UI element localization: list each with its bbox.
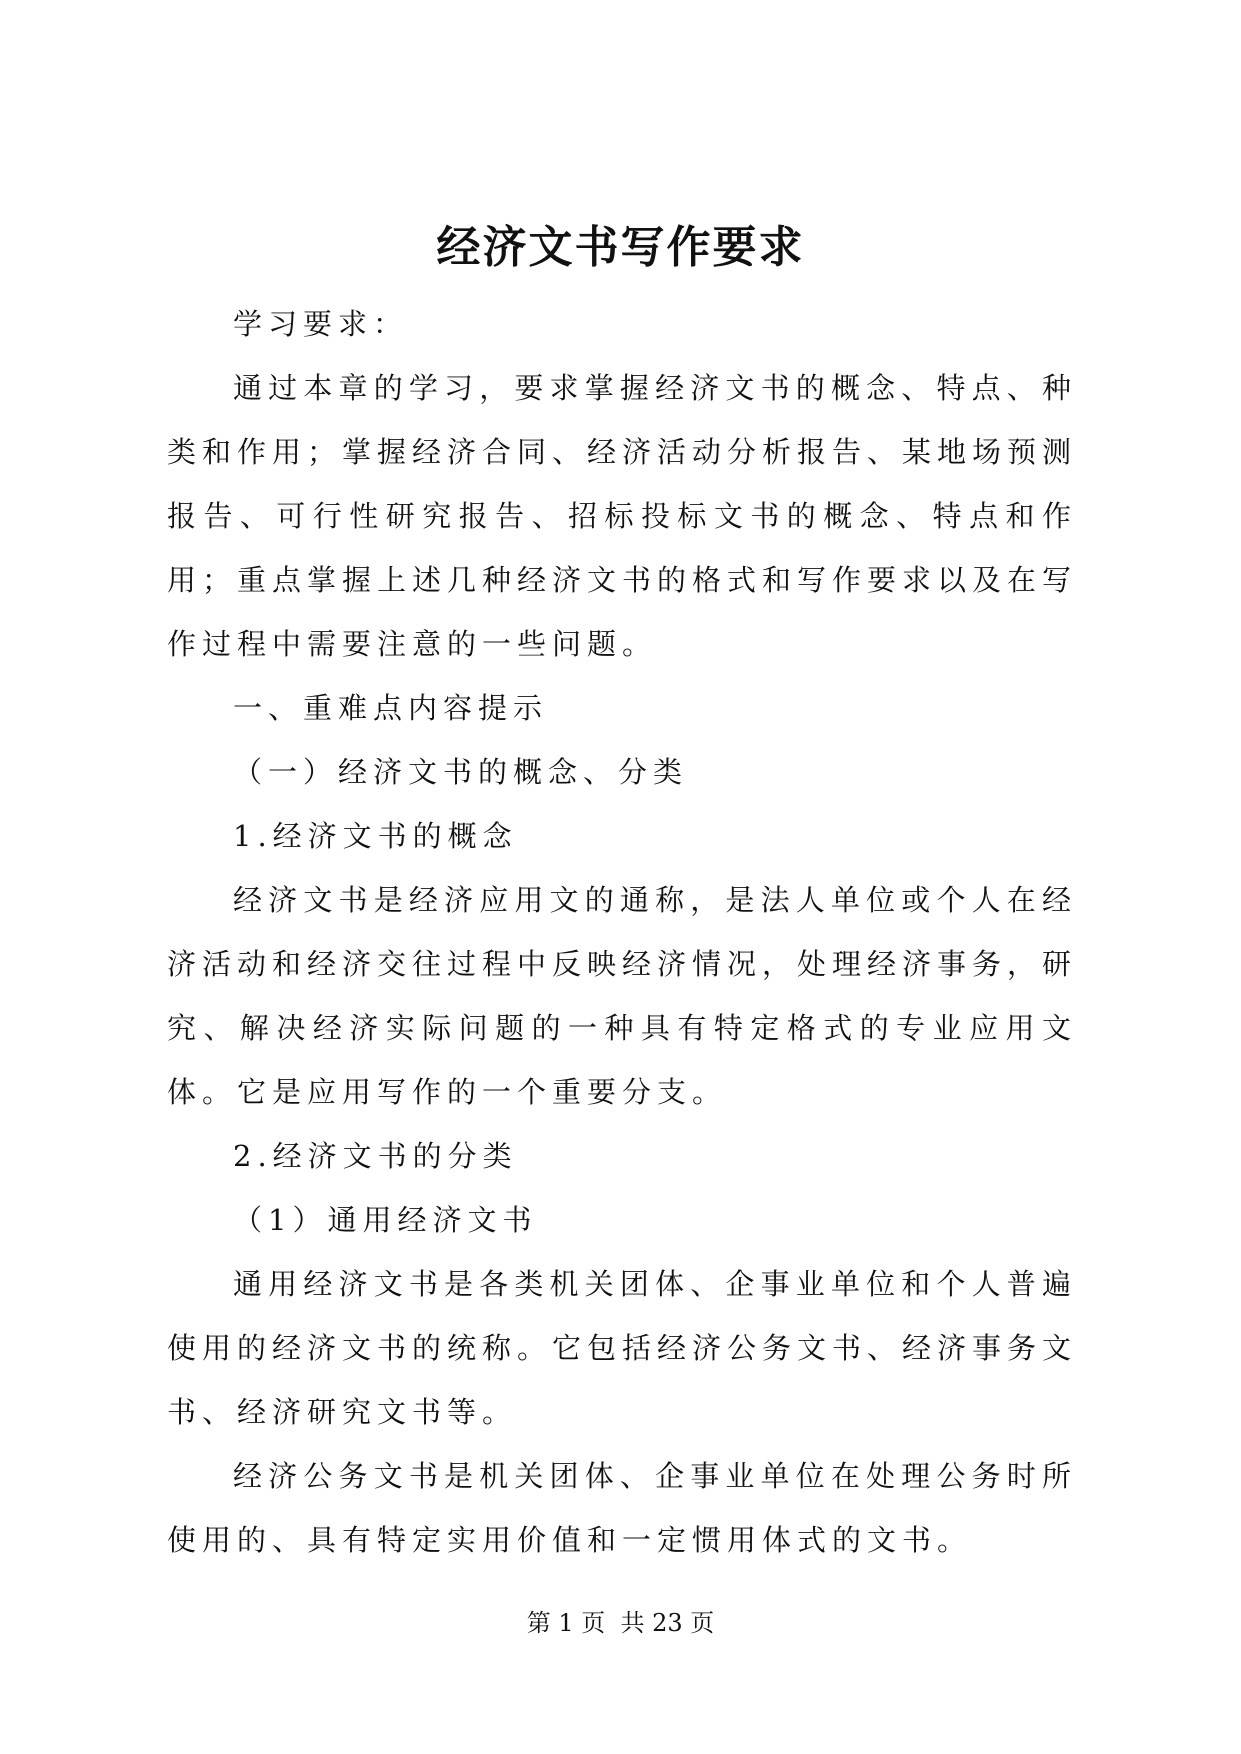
paragraph-official-documents: 经济公务文书是机关团体、企事业单位在处理公务时所使用的、具有特定实用价值和一定惯用体式的文书。 (167, 1459, 1077, 1557)
item-heading-classification: 2.经济文书的分类 (233, 1139, 518, 1173)
paragraph-study-requirements-heading: 学习要求： (233, 307, 409, 341)
item-heading-general-documents: （1）通用经济文书 (233, 1203, 538, 1237)
page-footer (0, 1608, 1241, 1638)
page-total: 共 23 页 (620, 1609, 715, 1637)
paragraph-concept: 经济文书是经济应用文的通称，是法人单位或个人在经济活动和经济交往过程中反映经济情况，处理经济事务，研究、解决经济实际问题的一种具有特定格式的专业应用文体。它是应用写作的一个重要分支。 (167, 883, 1078, 1109)
document-body (167, 292, 1077, 1572)
subsection-heading-concept-classification: （一）经济文书的概念、分类 (233, 755, 689, 789)
item-heading-concept: 1.经济文书的概念 (233, 819, 518, 853)
section-heading-key-points: 一、重难点内容提示 (233, 691, 549, 725)
page-number: 第 1 页 (526, 1609, 606, 1637)
document-title: 经济文书写作要求 (436, 222, 805, 273)
paragraph-general-documents: 通用经济文书是各类机关团体、企事业单位和个人普遍使用的经济文书的统称。它包括经济公务文书、经济事务文书、经济研究文书等。 (167, 1267, 1078, 1429)
paragraph-study-requirements: 通过本章的学习，要求掌握经济文书的概念、特点、种类和作用；掌握经济合同、经济活动分析报告、某地场预测报告、可行性研究报告、招标投标文书的概念、特点和作用；重点掌握上述几种经济文书的格式和写作要求以及在写作过程中需要注意的一些问题。 (167, 371, 1078, 661)
